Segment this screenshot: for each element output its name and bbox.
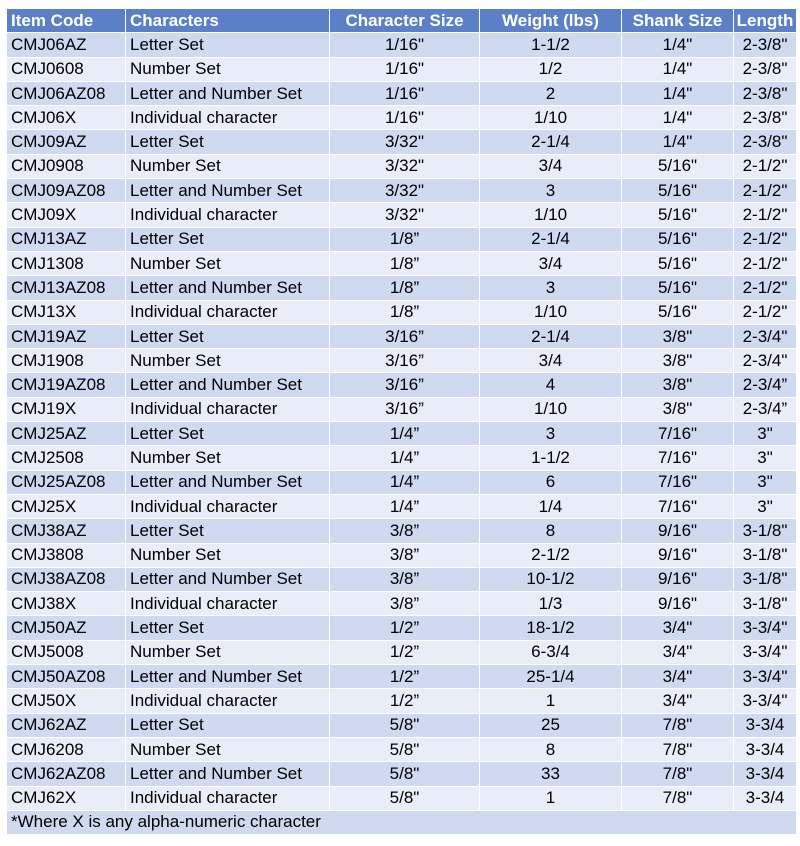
- cell-character-size: 1/8”: [330, 276, 480, 300]
- cell-length: 2-3/8": [734, 106, 797, 130]
- header-shank-size: Shank Size: [622, 9, 734, 33]
- cell-character-size: 1/8”: [330, 227, 480, 251]
- cell-item-code: CMJ09AZ: [7, 130, 126, 154]
- cell-character-size: 3/32": [330, 130, 480, 154]
- cell-characters: Number Set: [126, 349, 330, 373]
- cell-shank-size: 3/4": [622, 689, 734, 713]
- cell-length: 2-1/2": [734, 300, 797, 324]
- cell-characters: Letter and Number Set: [126, 665, 330, 689]
- cell-character-size: 3/32": [330, 179, 480, 203]
- cell-length: 3": [734, 422, 797, 446]
- cell-weight: 3/4: [480, 251, 622, 275]
- cell-length: 2-1/2": [734, 203, 797, 227]
- table-row: [7, 397, 797, 421]
- table-row: [7, 276, 797, 300]
- cell-item-code: CMJ38X: [7, 592, 126, 616]
- cell-weight: 25: [480, 713, 622, 737]
- cell-character-size: 1/4”: [330, 470, 480, 494]
- cell-item-code: CMJ3808: [7, 543, 126, 567]
- cell-character-size: 1/4”: [330, 446, 480, 470]
- cell-item-code: CMJ5008: [7, 640, 126, 664]
- cell-shank-size: 5/16": [622, 300, 734, 324]
- cell-character-size: 1/16": [330, 81, 480, 105]
- cell-character-size: 3/16”: [330, 373, 480, 397]
- table-row: [7, 689, 797, 713]
- stamp-specs-table-container: [6, 8, 796, 835]
- cell-character-size: 1/2”: [330, 665, 480, 689]
- cell-length: 3-3/4": [734, 616, 797, 640]
- cell-length: 3-1/8": [734, 567, 797, 591]
- cell-item-code: CMJ50X: [7, 689, 126, 713]
- cell-shank-size: 1/4": [622, 33, 734, 57]
- table-row: [7, 640, 797, 664]
- cell-weight: 1: [480, 689, 622, 713]
- cell-characters: Individual character: [126, 203, 330, 227]
- header-character-size: Character Size: [330, 9, 480, 33]
- cell-shank-size: 7/16": [622, 494, 734, 518]
- cell-shank-size: 3/8": [622, 324, 734, 348]
- cell-characters: Number Set: [126, 446, 330, 470]
- cell-shank-size: 5/16": [622, 227, 734, 251]
- cell-characters: Letter Set: [126, 227, 330, 251]
- cell-character-size: 3/8”: [330, 592, 480, 616]
- cell-character-size: 3/32": [330, 203, 480, 227]
- cell-shank-size: 3/4": [622, 665, 734, 689]
- cell-item-code: CMJ09AZ08: [7, 179, 126, 203]
- cell-item-code: CMJ6208: [7, 737, 126, 761]
- cell-characters: Letter Set: [126, 130, 330, 154]
- cell-characters: Individual character: [126, 494, 330, 518]
- cell-shank-size: 7/8": [622, 737, 734, 761]
- table-row: [7, 446, 797, 470]
- table-row: [7, 494, 797, 518]
- cell-character-size: 1/8”: [330, 251, 480, 275]
- table-row: [7, 373, 797, 397]
- cell-item-code: CMJ0608: [7, 57, 126, 81]
- cell-length: 3-1/8": [734, 519, 797, 543]
- cell-characters: Individual character: [126, 689, 330, 713]
- cell-characters: Number Set: [126, 251, 330, 275]
- table-row: [7, 616, 797, 640]
- table-row: [7, 470, 797, 494]
- table-row: [7, 786, 797, 810]
- cell-item-code: CMJ06AZ08: [7, 81, 126, 105]
- cell-length: 2-1/2": [734, 276, 797, 300]
- cell-characters: Letter and Number Set: [126, 81, 330, 105]
- cell-length: 3": [734, 446, 797, 470]
- cell-characters: Letter Set: [126, 519, 330, 543]
- cell-shank-size: 5/16": [622, 251, 734, 275]
- cell-weight: 1/10: [480, 397, 622, 421]
- cell-weight: 3/4: [480, 349, 622, 373]
- cell-item-code: CMJ1308: [7, 251, 126, 275]
- cell-length: 2-3/8": [734, 33, 797, 57]
- cell-weight: 25-1/4: [480, 665, 622, 689]
- cell-character-size: 1/16": [330, 57, 480, 81]
- cell-item-code: CMJ2508: [7, 446, 126, 470]
- cell-length: 2-1/2": [734, 154, 797, 178]
- cell-item-code: CMJ50AZ: [7, 616, 126, 640]
- cell-weight: 2-1/4: [480, 130, 622, 154]
- cell-weight: 1/10: [480, 203, 622, 227]
- cell-weight: 8: [480, 737, 622, 761]
- cell-shank-size: 7/16": [622, 470, 734, 494]
- table-row: [7, 349, 797, 373]
- cell-item-code: CMJ38AZ08: [7, 567, 126, 591]
- cell-weight: 6: [480, 470, 622, 494]
- table-row: [7, 713, 797, 737]
- table-row: [7, 592, 797, 616]
- cell-characters: Letter and Number Set: [126, 762, 330, 786]
- cell-weight: 1: [480, 786, 622, 810]
- table-row: [7, 203, 797, 227]
- cell-shank-size: 3/8": [622, 373, 734, 397]
- footnote-row: [7, 810, 797, 834]
- cell-item-code: CMJ06X: [7, 106, 126, 130]
- cell-length: 3-3/4": [734, 640, 797, 664]
- cell-characters: Letter Set: [126, 33, 330, 57]
- cell-character-size: 1/8”: [330, 300, 480, 324]
- cell-length: 2-1/2": [734, 179, 797, 203]
- cell-length: 3-3/4: [734, 737, 797, 761]
- cell-length: 3-3/4: [734, 786, 797, 810]
- cell-character-size: 1/16": [330, 106, 480, 130]
- cell-character-size: 3/16”: [330, 349, 480, 373]
- cell-weight: 2-1/4: [480, 324, 622, 348]
- cell-shank-size: 7/8": [622, 762, 734, 786]
- cell-shank-size: 5/16": [622, 276, 734, 300]
- cell-characters: Number Set: [126, 543, 330, 567]
- table-body: [7, 33, 797, 811]
- cell-shank-size: 3/8": [622, 349, 734, 373]
- cell-weight: 3: [480, 179, 622, 203]
- cell-weight: 2-1/4: [480, 227, 622, 251]
- table-row: [7, 422, 797, 446]
- cell-weight: 6-3/4: [480, 640, 622, 664]
- cell-length: 2-3/8": [734, 57, 797, 81]
- table-row: [7, 106, 797, 130]
- cell-weight: 8: [480, 519, 622, 543]
- cell-shank-size: 1/4": [622, 81, 734, 105]
- cell-shank-size: 9/16": [622, 543, 734, 567]
- cell-item-code: CMJ09X: [7, 203, 126, 227]
- table-row: [7, 300, 797, 324]
- cell-shank-size: 1/4": [622, 106, 734, 130]
- cell-characters: Letter and Number Set: [126, 276, 330, 300]
- cell-characters: Individual character: [126, 786, 330, 810]
- cell-item-code: CMJ19AZ08: [7, 373, 126, 397]
- cell-shank-size: 7/16": [622, 446, 734, 470]
- cell-length: 3-3/4: [734, 762, 797, 786]
- cell-characters: Individual character: [126, 592, 330, 616]
- cell-shank-size: 3/8": [622, 397, 734, 421]
- cell-item-code: CMJ13AZ: [7, 227, 126, 251]
- cell-characters: Letter and Number Set: [126, 373, 330, 397]
- cell-character-size: 5/8": [330, 737, 480, 761]
- table-row: [7, 519, 797, 543]
- cell-character-size: 3/8”: [330, 519, 480, 543]
- cell-characters: Number Set: [126, 154, 330, 178]
- table-row: [7, 737, 797, 761]
- cell-item-code: CMJ62AZ08: [7, 762, 126, 786]
- cell-shank-size: 7/16": [622, 422, 734, 446]
- cell-shank-size: 9/16": [622, 567, 734, 591]
- cell-length: 3-1/8": [734, 543, 797, 567]
- cell-character-size: 3/8”: [330, 567, 480, 591]
- cell-weight: 33: [480, 762, 622, 786]
- cell-item-code: CMJ0908: [7, 154, 126, 178]
- cell-character-size: 5/8": [330, 786, 480, 810]
- cell-weight: 2: [480, 81, 622, 105]
- cell-item-code: CMJ25AZ: [7, 422, 126, 446]
- cell-character-size: 5/8": [330, 762, 480, 786]
- cell-character-size: 3/8”: [330, 543, 480, 567]
- cell-length: 3": [734, 494, 797, 518]
- cell-shank-size: 5/16": [622, 179, 734, 203]
- cell-item-code: CMJ25X: [7, 494, 126, 518]
- cell-item-code: CMJ13AZ08: [7, 276, 126, 300]
- cell-length: 2-3/8": [734, 81, 797, 105]
- cell-character-size: 1/4”: [330, 494, 480, 518]
- cell-shank-size: 9/16": [622, 592, 734, 616]
- cell-length: 2-3/4”: [734, 373, 797, 397]
- cell-length: 3": [734, 470, 797, 494]
- table-row: [7, 179, 797, 203]
- cell-weight: 1/2: [480, 57, 622, 81]
- table-row: [7, 33, 797, 57]
- cell-item-code: CMJ50AZ08: [7, 665, 126, 689]
- cell-item-code: CMJ19AZ: [7, 324, 126, 348]
- cell-shank-size: 7/8": [622, 713, 734, 737]
- cell-item-code: CMJ06AZ: [7, 33, 126, 57]
- cell-shank-size: 3/4": [622, 616, 734, 640]
- cell-characters: Letter Set: [126, 616, 330, 640]
- cell-shank-size: 5/16": [622, 154, 734, 178]
- cell-weight: 1/10: [480, 106, 622, 130]
- table-row: [7, 251, 797, 275]
- cell-characters: Number Set: [126, 57, 330, 81]
- cell-shank-size: 1/4": [622, 57, 734, 81]
- cell-characters: Letter Set: [126, 324, 330, 348]
- cell-weight: 1/10: [480, 300, 622, 324]
- cell-weight: 1/4: [480, 494, 622, 518]
- cell-length: 3-3/4": [734, 689, 797, 713]
- cell-weight: 4: [480, 373, 622, 397]
- cell-weight: 1-1/2: [480, 33, 622, 57]
- cell-shank-size: 1/4": [622, 130, 734, 154]
- cell-characters: Letter Set: [126, 713, 330, 737]
- cell-item-code: CMJ1908: [7, 349, 126, 373]
- cell-shank-size: 9/16": [622, 519, 734, 543]
- table-row: [7, 130, 797, 154]
- cell-character-size: 1/2”: [330, 689, 480, 713]
- cell-length: 3-3/4": [734, 665, 797, 689]
- table-row: [7, 665, 797, 689]
- cell-character-size: 3/16”: [330, 324, 480, 348]
- cell-character-size: 3/16”: [330, 397, 480, 421]
- cell-weight: 18-1/2: [480, 616, 622, 640]
- cell-weight: 2-1/2: [480, 543, 622, 567]
- cell-weight: 3: [480, 422, 622, 446]
- cell-length: 2-3/4”: [734, 397, 797, 421]
- cell-length: 2-3/4": [734, 324, 797, 348]
- cell-length: 3-1/8": [734, 592, 797, 616]
- cell-item-code: CMJ25AZ08: [7, 470, 126, 494]
- cell-shank-size: 3/4": [622, 640, 734, 664]
- cell-characters: Number Set: [126, 640, 330, 664]
- cell-character-size: 3/32": [330, 154, 480, 178]
- cell-character-size: 1/2”: [330, 640, 480, 664]
- cell-characters: Letter and Number Set: [126, 567, 330, 591]
- table-row: [7, 57, 797, 81]
- cell-length: 2-3/8": [734, 130, 797, 154]
- cell-character-size: 1/2”: [330, 616, 480, 640]
- cell-weight: 1-1/2: [480, 446, 622, 470]
- cell-characters: Letter Set: [126, 422, 330, 446]
- header-item-code: Item Code: [7, 9, 126, 33]
- table-row: [7, 324, 797, 348]
- cell-characters: Letter and Number Set: [126, 179, 330, 203]
- table-row: [7, 762, 797, 786]
- cell-shank-size: 5/16": [622, 203, 734, 227]
- cell-character-size: 1/4”: [330, 422, 480, 446]
- table-row: [7, 154, 797, 178]
- table-row: [7, 227, 797, 251]
- header-length: Length: [734, 9, 797, 33]
- table-row: [7, 543, 797, 567]
- table-header-row: [7, 9, 797, 33]
- cell-characters: Individual character: [126, 106, 330, 130]
- cell-characters: Number Set: [126, 737, 330, 761]
- cell-weight: 1/3: [480, 592, 622, 616]
- cell-item-code: CMJ13X: [7, 300, 126, 324]
- table-row: [7, 81, 797, 105]
- footnote: *Where X is any alpha-numeric character: [7, 810, 797, 834]
- cell-characters: Individual character: [126, 397, 330, 421]
- cell-length: 3-3/4: [734, 713, 797, 737]
- cell-characters: Letter and Number Set: [126, 470, 330, 494]
- cell-weight: 3/4: [480, 154, 622, 178]
- header-weight: Weight (lbs): [480, 9, 622, 33]
- stamp-specs-table: [6, 8, 797, 835]
- cell-length: 2-1/2": [734, 227, 797, 251]
- cell-shank-size: 7/8": [622, 786, 734, 810]
- table-row: [7, 567, 797, 591]
- cell-characters: Individual character: [126, 300, 330, 324]
- cell-item-code: CMJ38AZ: [7, 519, 126, 543]
- cell-item-code: CMJ19X: [7, 397, 126, 421]
- cell-length: 2-1/2": [734, 251, 797, 275]
- cell-item-code: CMJ62X: [7, 786, 126, 810]
- cell-weight: 10-1/2: [480, 567, 622, 591]
- cell-character-size: 5/8": [330, 713, 480, 737]
- cell-length: 2-3/4": [734, 349, 797, 373]
- cell-item-code: CMJ62AZ: [7, 713, 126, 737]
- cell-weight: 3: [480, 276, 622, 300]
- cell-character-size: 1/16": [330, 33, 480, 57]
- header-characters: Characters: [126, 9, 330, 33]
